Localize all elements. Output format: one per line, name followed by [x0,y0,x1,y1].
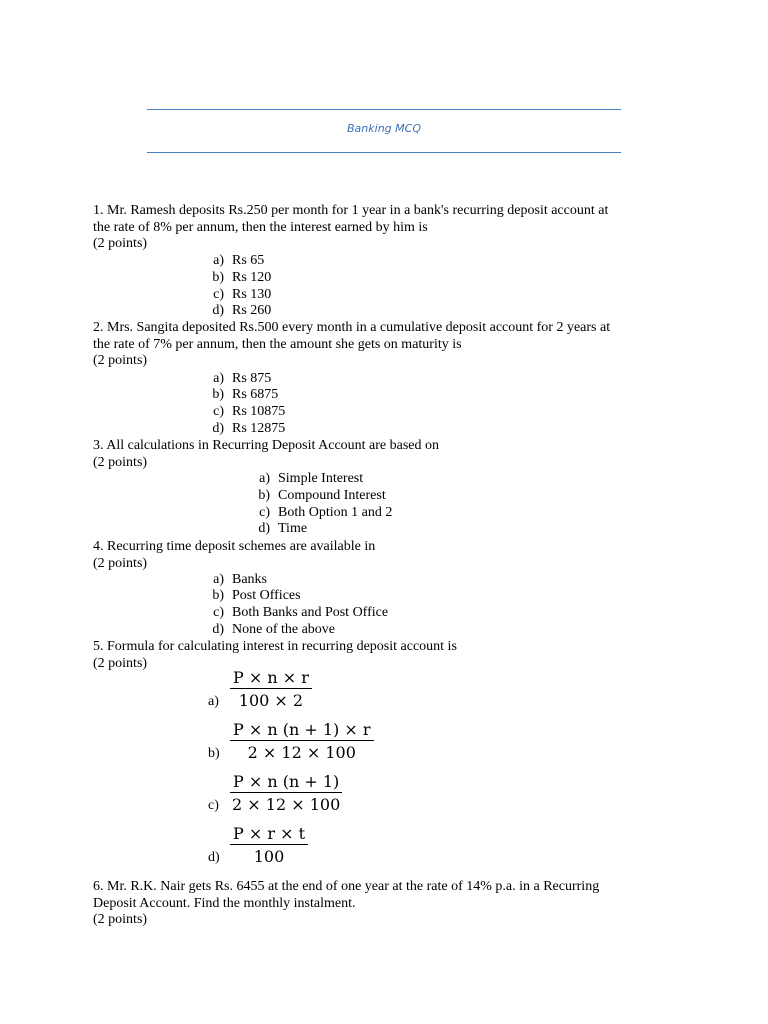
formula-denominator: 100 × 2 [238,691,304,710]
option-label: a) [259,471,270,486]
question-text: 6. Mr. R.K. Nair gets Rs. 6455 at the end of one year at the rate of 14% p.a. in a Recurring [93,879,600,894]
option-label: c) [213,404,224,419]
option-text: Rs 65 [232,253,265,268]
option-label: a) [213,572,224,587]
formula-option-d [230,824,308,866]
option-text: Both Option 1 and 2 [278,505,393,520]
option-text: Post Offices [232,588,301,603]
question-text: the rate of 7% per annum, then the amount she gets on maturity is [93,336,462,352]
formula-numerator: P × n × r [230,668,312,689]
option-text: Rs 6875 [232,387,279,402]
option-label: c) [213,605,224,620]
option-item [246,488,386,505]
formula-denominator: 100 [253,847,285,866]
formula-label: c) [208,798,219,813]
formula-numerator: P × n (n + 1) [230,772,342,793]
option-text: Both Banks and Post Office [232,605,389,620]
question-text: 3. All calculations in Recurring Deposit Account are based on [93,438,440,453]
option-label: b) [212,387,224,402]
option-item [200,387,278,404]
question-points: (2 points) [93,655,148,671]
option-label: c) [259,505,270,520]
formula-option-c [230,772,342,814]
question-5 [93,639,683,672]
option-text: Rs 130 [232,287,272,302]
option-text: Compound Interest [278,488,386,503]
option-text: Rs 10875 [232,404,286,419]
option-label: b) [212,270,224,285]
header-rule-top [147,109,621,110]
question-2 [93,320,683,370]
option-item [200,287,271,304]
page-header-title: Banking MCQ [347,122,421,135]
option-text: Banks [232,572,267,587]
option-label: c) [213,287,224,302]
formula-option-b [230,720,374,762]
question-text: 5. Formula for calculating interest in recurring deposit account is [93,639,457,654]
question-points: (2 points) [93,912,148,928]
option-item [246,505,392,522]
formula-label: d) [208,850,220,865]
question-text: the rate of 8% per annum, then the interest earned by him is [93,219,428,235]
question-3 [93,438,683,471]
formula-numerator: P × r × t [230,824,308,845]
question-points: (2 points) [93,555,148,571]
option-item [200,404,285,421]
formula-option-a [230,668,312,710]
option-item [246,471,363,488]
question-text: 1. Mr. Ramesh deposits Rs.250 per month for 1 year in a bank's recurring deposit account at [93,203,609,218]
option-item [246,521,307,538]
question-1 [93,203,683,253]
question-text: 4. Recurring time deposit schemes are available in [93,539,376,554]
question-points: (2 points) [93,454,148,470]
option-text: Rs 875 [232,371,272,386]
header-rule-bottom [147,152,621,153]
option-label: d) [212,421,224,436]
option-item [200,421,285,438]
option-label: a) [213,371,224,386]
option-label: a) [213,253,224,268]
formula-denominator: 2 × 12 × 100 [247,743,356,762]
formula-label: a) [208,694,219,709]
option-text: Time [278,521,308,536]
question-points: (2 points) [93,353,148,369]
option-label: d) [212,303,224,318]
option-text: None of the above [232,622,336,637]
option-item [200,572,267,589]
option-label: d) [258,521,270,536]
formula-numerator: P × n (n + 1) × r [230,720,374,741]
formula-denominator: 2 × 12 × 100 [232,795,341,814]
option-item [200,253,264,270]
option-item [200,270,271,287]
option-label: b) [212,588,224,603]
option-text: Rs 260 [232,303,272,318]
option-text: Rs 12875 [232,421,286,436]
question-6 [93,879,683,929]
option-item [200,588,301,605]
option-item [200,605,388,622]
question-text: Deposit Account. Find the monthly instalment. [93,895,356,911]
option-item [200,303,271,320]
option-text: Rs 120 [232,270,272,285]
question-text: 2. Mrs. Sangita deposited Rs.500 every month in a cumulative deposit account for 2 years at [93,320,611,335]
option-label: b) [258,488,270,503]
question-4 [93,539,683,572]
option-text: Simple Interest [278,471,364,486]
question-points: (2 points) [93,236,148,252]
option-item [200,622,335,639]
formula-label: b) [208,746,220,761]
option-item [200,371,271,388]
option-label: d) [212,622,224,637]
